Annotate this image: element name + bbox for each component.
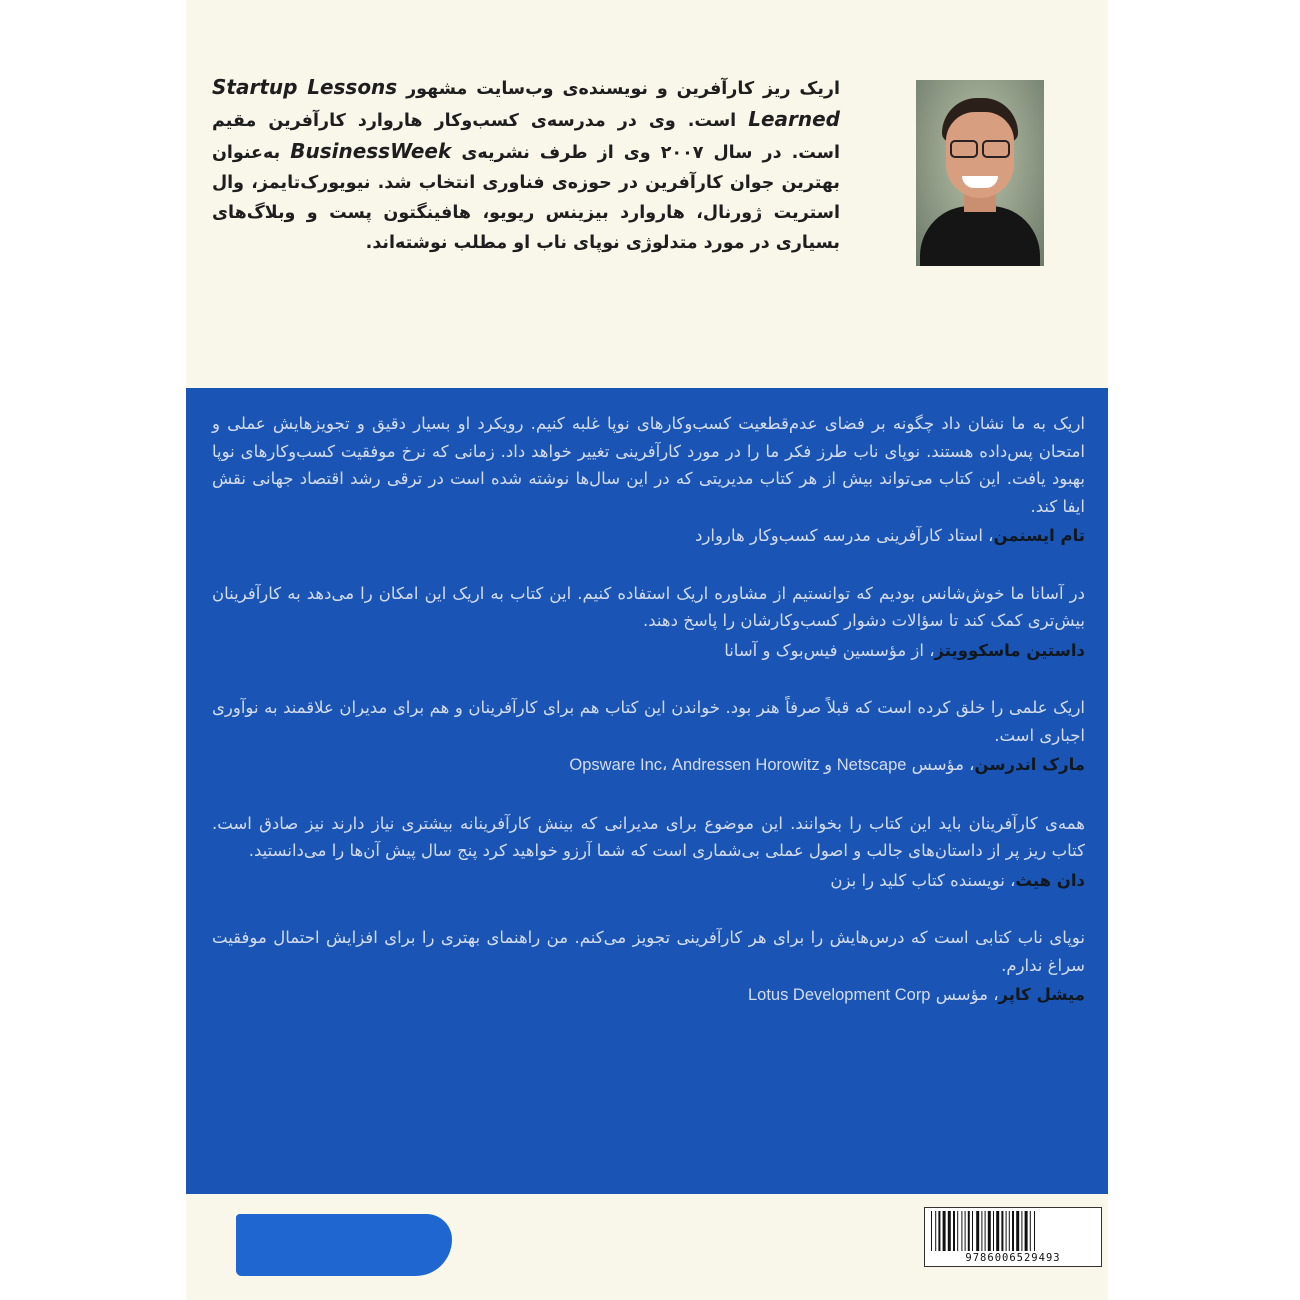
barcode-bar bbox=[935, 1211, 936, 1251]
endorsement bbox=[212, 580, 1085, 665]
barcode-bar bbox=[1016, 1211, 1019, 1251]
barcode-bar bbox=[953, 1211, 955, 1251]
barcode-bar bbox=[1030, 1211, 1031, 1251]
endorsement-attribution bbox=[212, 751, 1085, 780]
endorsement bbox=[212, 924, 1085, 1010]
isbn-barcode bbox=[924, 1207, 1102, 1267]
bio-text: به‌عنوان بهترین جوان کارآفرین در حوزه‌ی فناوری انتخاب شد. نیویورک‌تایمز، وال استریت ژورنال، هاروارد بیزینس ریویو، هافینگتون پست و وبلاگ‌های بسیاری در مورد متدلوژی نوپای ناب او مطلب نوشته‌اند. bbox=[212, 143, 840, 253]
barcode-bar bbox=[943, 1211, 946, 1251]
endorsement bbox=[212, 694, 1085, 780]
barcode-bar bbox=[968, 1211, 970, 1251]
barcode-bar bbox=[988, 1211, 991, 1251]
endorsement-text: اریک علمی را خلق کرده است که قبلاً صرفاً هنر بود. خواندن این کتاب هم برای کارآفرینان و هم برای مدیران علاقمند به نوآوری اجباری است. bbox=[212, 698, 1085, 745]
barcode-bar bbox=[1021, 1211, 1022, 1251]
barcode-bar bbox=[993, 1211, 994, 1251]
endorser-name: داستین ماسکوویتز bbox=[934, 640, 1085, 660]
endorser-name: مارک اندرسن bbox=[974, 755, 1085, 774]
barcode-bar bbox=[961, 1211, 962, 1251]
barcode-bar bbox=[1001, 1211, 1003, 1251]
endorsement-attribution bbox=[212, 981, 1085, 1010]
barcode-bar bbox=[1034, 1211, 1035, 1251]
endorsement-attribution bbox=[212, 637, 1085, 665]
endorser-role: ، از مؤسسین فیس‌بوک و آسانا bbox=[724, 640, 935, 660]
endorser-role: ، استاد کارآفرینی مدرسه کسب‌وکار هاروارد bbox=[695, 526, 994, 545]
barcode-bar bbox=[1006, 1211, 1007, 1251]
endorser-role: ، نویسنده کتاب کلید را بزن bbox=[830, 870, 1016, 890]
author-photo bbox=[916, 80, 1044, 266]
barcode-bar bbox=[972, 1211, 973, 1251]
endorsement-text: همه‌ی کارآفرینان باید این کتاب را بخوانند. این موضوع برای مدیرانی که بینش کارآفرینانه بیشتری نیاز دارند نیز صادق است. کتاب ریز پر از داستان‌های جالب و اصول عملی بی‌شماری است که شما آرزو خواهید کرد پنج سال پیش آن‌ها را می‌دانستید. bbox=[212, 813, 1085, 860]
endorsements-list bbox=[212, 410, 1085, 1040]
endorsement-text: اریک به ما نشان داد چگونه بر فضای عدم‌قطعیت کسب‌وکارهای نوپا غلبه کنیم. رویکرد او بسیار دقیق و تجویزهایش عملی و امتحان پس‌داده هستند. نوپای ناب طرز فکر ما را در مورد کارآفرینی تغییر خواهد داد. زمانی که نرخ موفقیت کسب‌وکارهای نوپا بهبود یافت. این کتاب می‌تواند بیش از هر کتاب مدیریتی که در این سال‌ها نوشته شده است در ترقی رشد اقتصاد جهانی نقش ایفا کند. bbox=[212, 414, 1085, 516]
barcode-bar bbox=[976, 1211, 979, 1251]
endorser-organization: Opsware Inc، Andressen Horowitz و Netscape bbox=[569, 756, 907, 774]
endorsement-text: نوپای ناب کتابی است که درس‌هایش را برای هر کارآفرینی تجویز می‌کنم. من راهنمای بهتری را برای افزایش احتمال موفقیت سراغ ندارم. bbox=[212, 928, 1085, 975]
barcode-bars bbox=[929, 1211, 1097, 1251]
endorser-name: میشل کاپر bbox=[998, 985, 1085, 1004]
endorser-name: تام ایسنمن bbox=[993, 526, 1085, 545]
barcode-bar bbox=[1012, 1211, 1014, 1251]
price-sticker bbox=[236, 1214, 452, 1276]
endorser-role: ، مؤسس bbox=[906, 755, 975, 774]
author-bio bbox=[212, 72, 840, 258]
endorsement-attribution bbox=[212, 522, 1085, 550]
endorser-organization: Lotus Development Corp bbox=[747, 986, 931, 1004]
barcode-bar bbox=[985, 1211, 986, 1251]
bio-english-title: Startup Lessons Learned bbox=[212, 75, 840, 131]
bio-text: است. وی در مدرسه‌ی کسب‌وکار هاروارد کارآفرین مقیم است. در سال ۲۰۰۷ وی از طرف نشریه‌ی bbox=[212, 111, 840, 163]
endorsement-text: در آسانا ما خوش‌شانس بودیم که توانستیم از مشاوره اریک استفاده کنیم. این کتاب به اریک این امکان را می‌دهد به کارآفرینان بیش‌تری کمک کند تا سؤالات دشوار کسب‌وکارشان را پاسخ دهند. bbox=[212, 583, 1085, 630]
endorsement bbox=[212, 810, 1085, 895]
endorsement-attribution bbox=[212, 867, 1085, 895]
bio-english-title: BusinessWeek bbox=[290, 139, 452, 163]
endorser-role: ، مؤسس bbox=[930, 985, 999, 1004]
barcode-bar bbox=[948, 1211, 951, 1251]
barcode-bar bbox=[1025, 1211, 1028, 1251]
bio-text: اریک ریز کارآفرین و نویسنده‌ی وب‌سایت مشهور bbox=[397, 79, 840, 99]
barcode-bar bbox=[931, 1211, 932, 1251]
barcode-bar bbox=[996, 1211, 999, 1251]
barcode-bar bbox=[1009, 1211, 1010, 1251]
barcode-bar bbox=[957, 1211, 958, 1251]
barcode-bar bbox=[981, 1211, 982, 1251]
endorsement bbox=[212, 410, 1085, 550]
isbn-digits: 9786006529493 bbox=[965, 1252, 1061, 1264]
barcode-bar bbox=[965, 1211, 966, 1251]
barcode-bar bbox=[938, 1211, 940, 1251]
endorser-name: دان هیث bbox=[1015, 870, 1085, 890]
